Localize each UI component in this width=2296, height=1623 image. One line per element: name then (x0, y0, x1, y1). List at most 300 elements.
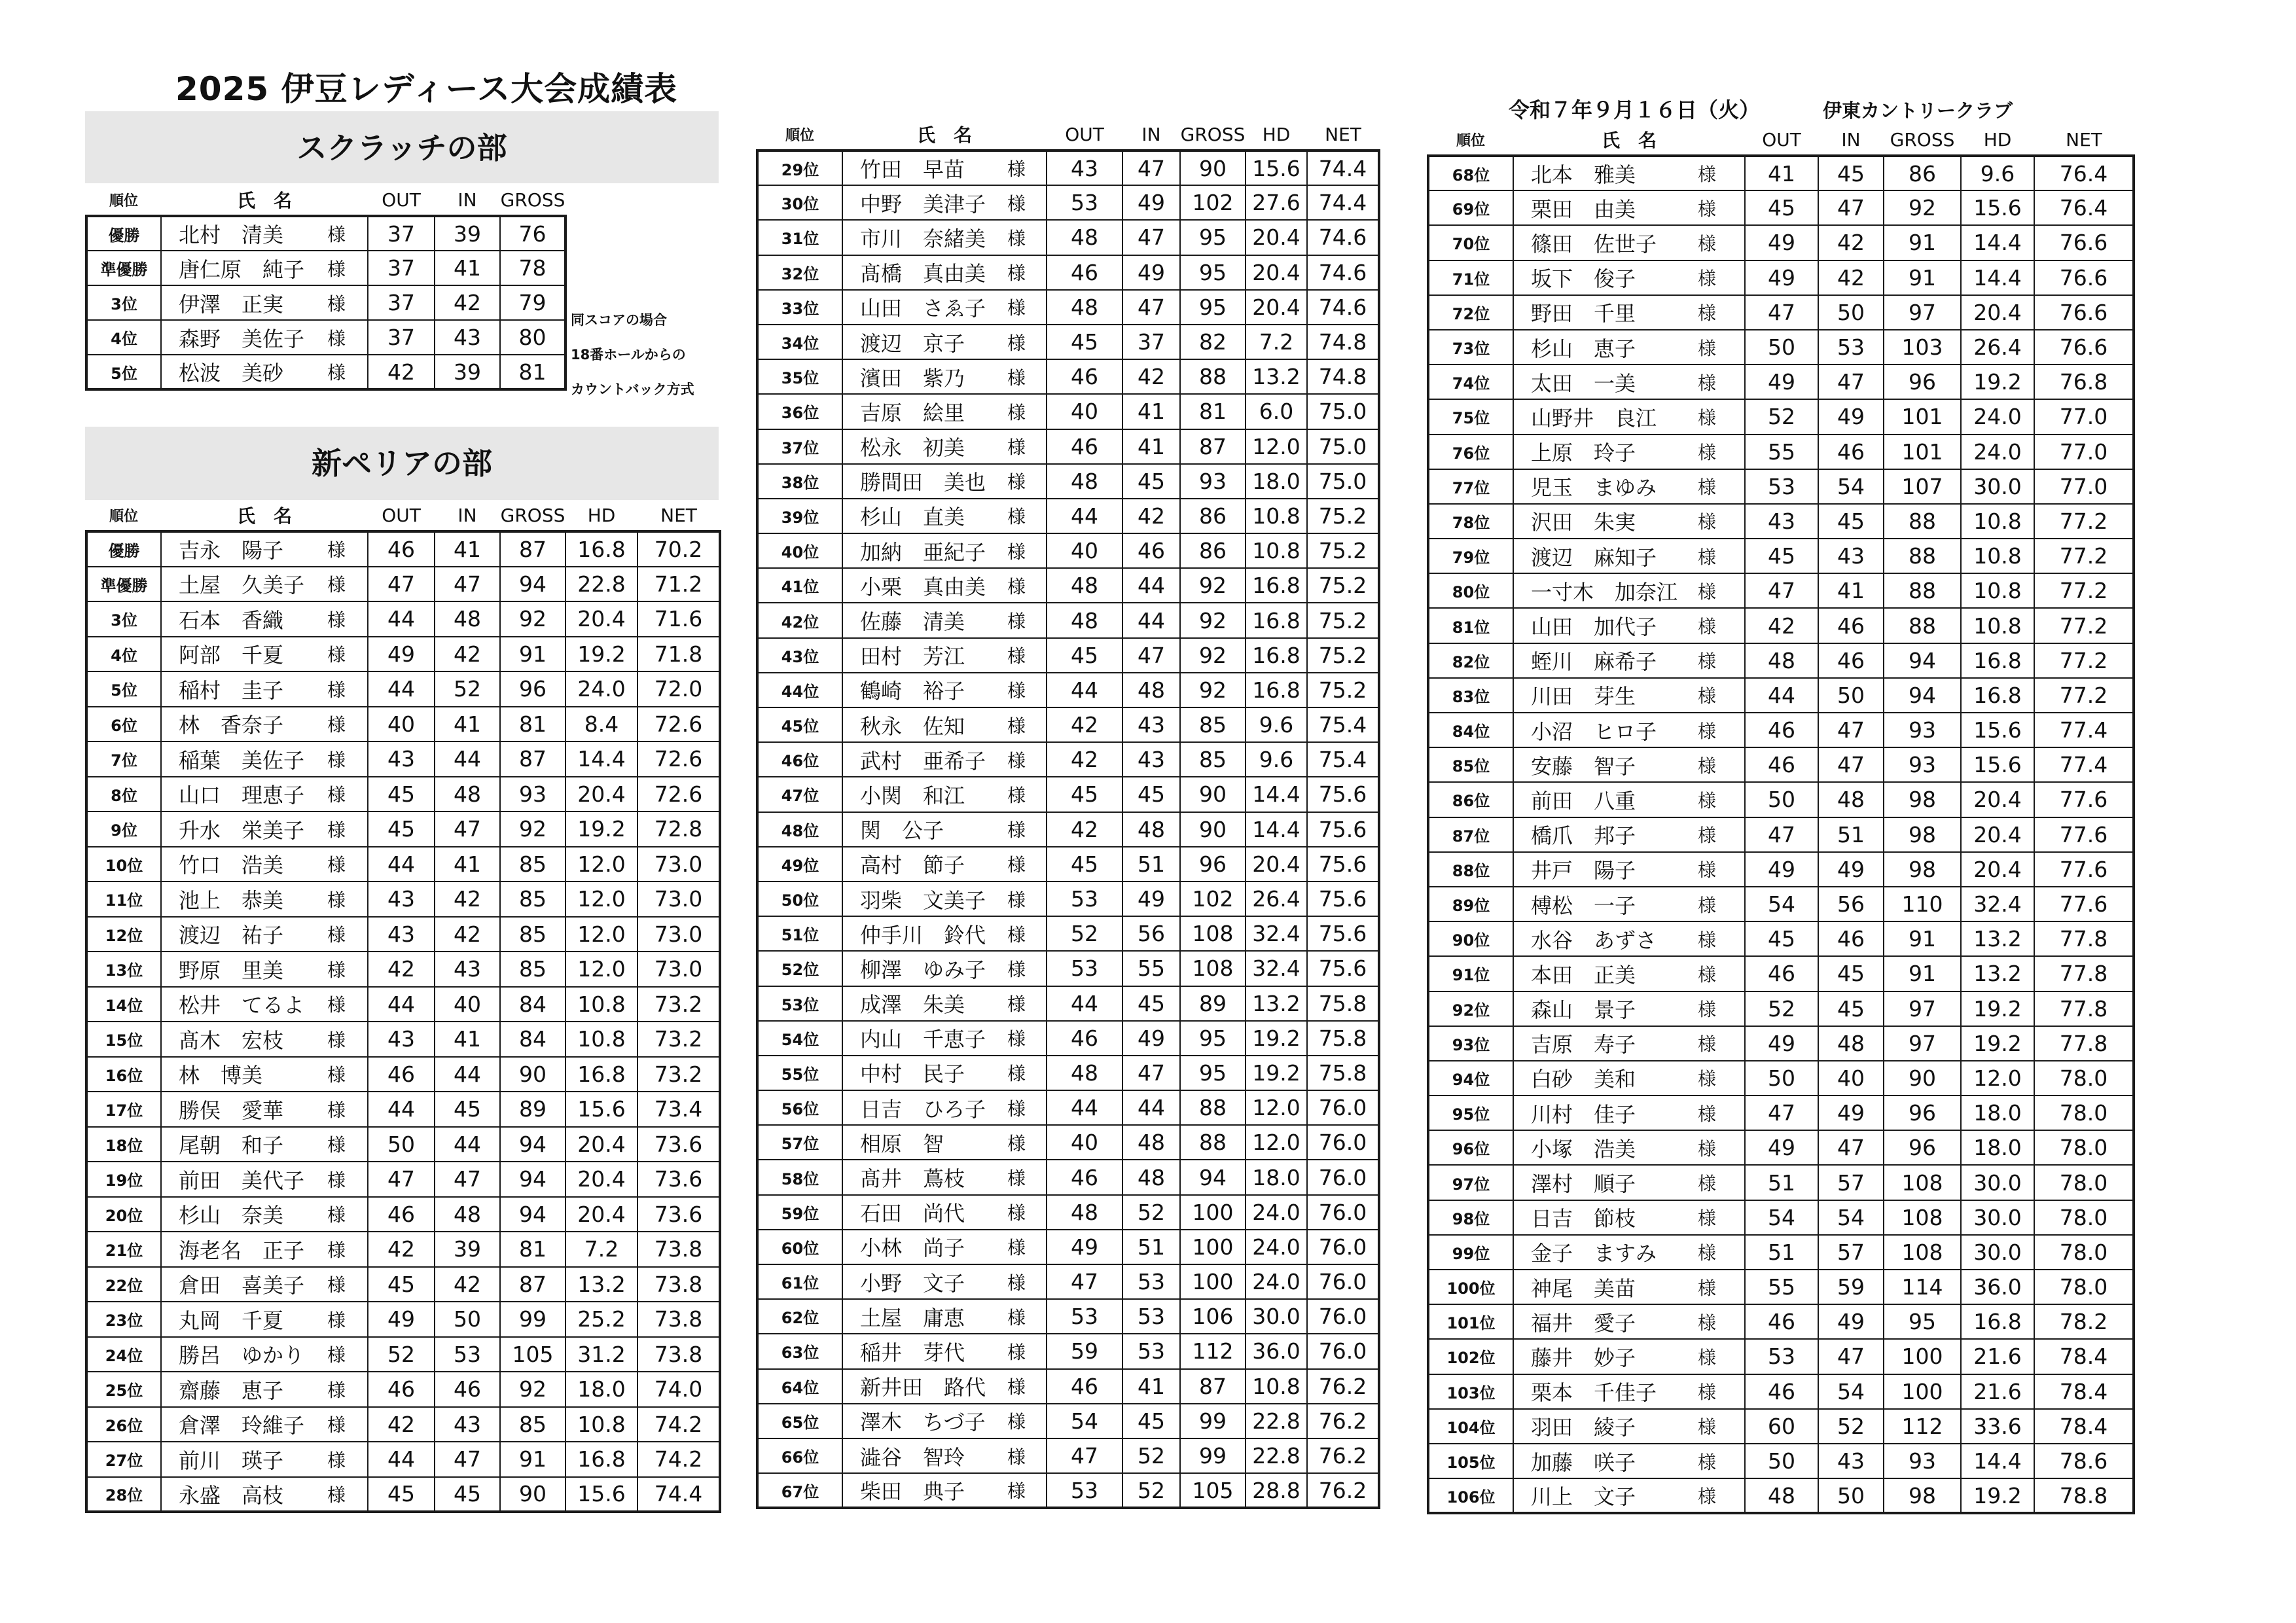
hd-cell: 10.8 (1246, 1369, 1307, 1404)
in-cell: 44 (435, 1127, 500, 1162)
name-cell: 山田 さゑ子 (842, 290, 1007, 325)
name-cell: 小栗 真由美 (842, 568, 1007, 603)
hd-cell: 20.4 (1961, 782, 2034, 817)
table-row (757, 1090, 1379, 1125)
name-cell: 秋永 佐知 (842, 707, 1007, 742)
gross-cell: 93 (1884, 1444, 1961, 1478)
table-row (1428, 643, 2134, 678)
out-cell: 49 (368, 637, 435, 672)
rank-cell: 8位 (86, 777, 161, 812)
honorific-cell: 様 (327, 1197, 368, 1232)
honorific-cell: 様 (1007, 1369, 1047, 1404)
table-row (86, 1022, 720, 1057)
rank-cell: 30位 (757, 185, 842, 220)
in-cell: 48 (435, 777, 500, 812)
table-row (86, 847, 720, 882)
honorific-cell: 様 (1007, 359, 1047, 394)
name-cell: 伊澤 正実 (161, 285, 327, 320)
honorific-cell: 様 (1698, 399, 1745, 434)
table-row (86, 567, 720, 602)
in-cell: 44 (435, 1057, 500, 1092)
hd-cell: 12.0 (1246, 1125, 1307, 1160)
rank-cell: 43位 (757, 638, 842, 673)
net-cell: 78.0 (2034, 1130, 2134, 1165)
hd-cell: 15.6 (565, 1477, 637, 1512)
rank-cell: 68位 (1428, 156, 1513, 190)
hd-cell: 13.2 (1961, 956, 2034, 991)
gross-cell: 105 (1180, 1473, 1246, 1508)
net-cell: 73.8 (637, 1267, 720, 1302)
net-cell: 75.6 (1307, 916, 1379, 951)
rank-cell: 24位 (86, 1337, 161, 1372)
gross-cell: 81 (1180, 394, 1246, 429)
net-cell: 75.6 (1307, 777, 1379, 812)
out-cell: 37 (368, 285, 435, 320)
in-cell: 51 (1122, 1230, 1180, 1264)
rank-cell: 84位 (1428, 713, 1513, 747)
table-row (86, 1372, 720, 1407)
out-cell: 48 (1047, 290, 1122, 325)
honorific-cell: 様 (1007, 151, 1047, 185)
gross-cell: 94 (500, 567, 565, 602)
gross-cell: 92 (500, 812, 565, 847)
table-header-row (757, 119, 1379, 151)
in-cell: 47 (1818, 1130, 1884, 1165)
in-cell: 42 (435, 882, 500, 917)
rank-cell: 70位 (1428, 225, 1513, 260)
honorific-cell: 様 (1698, 643, 1745, 678)
gross-cell: 97 (1884, 991, 1961, 1026)
gross-cell: 76 (500, 216, 565, 251)
gross-cell: 107 (1884, 469, 1961, 504)
name-cell: 勝間田 美也 (842, 464, 1007, 499)
in-cell: 42 (1122, 359, 1180, 394)
net-cell: 75.2 (1307, 533, 1379, 568)
name-cell: 杉山 奈美 (161, 1197, 327, 1232)
in-cell: 47 (435, 567, 500, 602)
out-cell: 47 (368, 567, 435, 602)
net-cell: 77.0 (2034, 435, 2134, 469)
net-cell: 74.6 (1307, 220, 1379, 255)
gross-cell: 86 (1180, 499, 1246, 533)
out-cell: 50 (368, 1127, 435, 1162)
honorific-cell: 様 (1007, 1438, 1047, 1473)
net-cell: 76.0 (1307, 1264, 1379, 1299)
net-cell: 77.4 (2034, 747, 2134, 782)
hd-cell: 30.0 (1246, 1299, 1307, 1334)
out-cell: 40 (1047, 1125, 1122, 1160)
name-cell: 佐藤 清美 (842, 603, 1007, 637)
rank-cell: 18位 (86, 1127, 161, 1162)
name-cell: 小沼 ヒロ子 (1513, 713, 1698, 747)
gross-cell: 93 (500, 777, 565, 812)
net-cell: 73.0 (637, 917, 720, 952)
gross-cell: 108 (1884, 1200, 1961, 1235)
honorific-cell: 様 (1698, 887, 1745, 921)
in-cell: 53 (1122, 1264, 1180, 1299)
honorific-cell: 様 (1698, 782, 1745, 817)
net-cell: 76.4 (2034, 190, 2134, 225)
rank-cell: 13位 (86, 952, 161, 987)
hd-cell: 16.8 (1246, 638, 1307, 673)
hd-cell: 31.2 (565, 1337, 637, 1372)
honorific-cell: 様 (1698, 225, 1745, 260)
net-cell: 73.2 (637, 1022, 720, 1057)
honorific-cell: 様 (327, 216, 368, 251)
out-cell: 37 (368, 216, 435, 251)
gross-cell: 86 (1180, 533, 1246, 568)
table-row (1428, 260, 2134, 295)
out-cell: 44 (368, 987, 435, 1022)
net-cell: 78.0 (2034, 1235, 2134, 1270)
rank-cell: 102位 (1428, 1339, 1513, 1374)
rank-cell: 100位 (1428, 1270, 1513, 1304)
table-row (1428, 852, 2134, 887)
in-cell: 43 (435, 320, 500, 355)
table-row (1428, 1235, 2134, 1270)
gross-cell: 100 (1180, 1195, 1246, 1230)
in-cell: 50 (435, 1302, 500, 1337)
honorific-cell: 様 (327, 1162, 368, 1197)
table-row (1428, 365, 2134, 399)
net-cell: 76.2 (1307, 1473, 1379, 1508)
in-cell: 41 (435, 251, 500, 285)
gross-cell: 87 (1180, 429, 1246, 464)
hd-cell: 14.4 (1246, 812, 1307, 847)
out-cell: 53 (1047, 1299, 1122, 1334)
in-cell: 48 (1818, 1026, 1884, 1061)
name-cell: 石本 香織 (161, 601, 327, 637)
hd-cell: 26.4 (1246, 882, 1307, 916)
name-cell: 児玉 まゆみ (1513, 469, 1698, 504)
honorific-cell: 様 (1007, 986, 1047, 1021)
gross-cell: 90 (500, 1477, 565, 1512)
in-cell: 49 (1122, 185, 1180, 220)
in-cell: 40 (435, 987, 500, 1022)
net-cell: 74.0 (637, 1372, 720, 1407)
name-cell: 小野 文子 (842, 1264, 1007, 1299)
gross-cell: 90 (1180, 812, 1246, 847)
table-row (86, 355, 565, 389)
name-cell: 橋爪 邦子 (1513, 817, 1698, 852)
header-in: IN (1841, 128, 1861, 151)
rank-cell: 15位 (86, 1022, 161, 1057)
table-row (1428, 817, 2134, 852)
name-cell: 田村 芳江 (842, 638, 1007, 673)
out-cell: 47 (368, 1162, 435, 1197)
table-row (1428, 1096, 2134, 1130)
name-cell: 林 香奈子 (161, 707, 327, 742)
in-cell: 47 (1818, 190, 1884, 225)
table-row (86, 285, 565, 320)
hd-cell: 33.6 (1961, 1409, 2034, 1444)
header-out: OUT (382, 188, 421, 211)
name-cell: 森山 景子 (1513, 991, 1698, 1026)
gross-cell: 88 (1180, 1090, 1246, 1125)
net-cell: 73.6 (637, 1197, 720, 1232)
in-cell: 42 (435, 637, 500, 672)
net-cell: 77.6 (2034, 817, 2134, 852)
rank-cell: 準優勝 (86, 567, 161, 602)
table-row (1428, 991, 2134, 1026)
rank-cell: 94位 (1428, 1061, 1513, 1096)
table-row (1428, 782, 2134, 817)
gross-cell: 95 (1884, 1304, 1961, 1339)
net-cell: 76.8 (2034, 365, 2134, 399)
net-cell: 74.2 (637, 1442, 720, 1477)
gross-cell: 99 (1180, 1438, 1246, 1473)
out-cell: 46 (1047, 255, 1122, 290)
hd-cell: 13.2 (1246, 986, 1307, 1021)
rank-cell: 61位 (757, 1264, 842, 1299)
out-cell: 45 (1745, 539, 1818, 573)
in-cell: 47 (1122, 1056, 1180, 1090)
table-row (757, 151, 1379, 185)
in-cell: 49 (1818, 399, 1884, 434)
honorific-cell: 様 (1007, 499, 1047, 533)
honorific-cell: 様 (1007, 429, 1047, 464)
rank-cell: 74位 (1428, 365, 1513, 399)
in-cell: 53 (1122, 1299, 1180, 1334)
honorific-cell: 様 (1698, 156, 1745, 190)
rank-cell: 9位 (86, 812, 161, 847)
net-cell: 71.6 (637, 601, 720, 637)
gross-cell: 88 (1180, 1125, 1246, 1160)
out-cell: 48 (1047, 1195, 1122, 1230)
name-cell: 前田 八重 (1513, 782, 1698, 817)
net-cell: 76.0 (1307, 1299, 1379, 1334)
table-row (86, 251, 565, 285)
in-cell: 54 (1818, 1374, 1884, 1409)
out-cell: 50 (1745, 1061, 1818, 1096)
out-cell: 42 (368, 1232, 435, 1267)
table-row (86, 917, 720, 952)
out-cell: 45 (1745, 190, 1818, 225)
table-header-row (1428, 124, 2134, 156)
rank-cell: 4位 (86, 637, 161, 672)
name-cell: 山口 理恵子 (161, 777, 327, 812)
honorific-cell: 様 (1698, 1200, 1745, 1235)
honorific-cell: 様 (327, 355, 368, 389)
gross-cell: 93 (1180, 464, 1246, 499)
gross-cell: 84 (500, 987, 565, 1022)
out-cell: 45 (368, 777, 435, 812)
name-cell: 阿部 千夏 (161, 637, 327, 672)
rank-cell: 54位 (757, 1021, 842, 1056)
hd-cell: 14.4 (1246, 777, 1307, 812)
gross-cell: 94 (500, 1127, 565, 1162)
table-row (1428, 435, 2134, 469)
in-cell: 53 (1818, 330, 1884, 365)
rank-cell: 105位 (1428, 1444, 1513, 1478)
hd-cell: 20.4 (565, 1197, 637, 1232)
honorific-cell: 様 (1007, 1160, 1047, 1194)
hd-cell: 15.6 (1961, 713, 2034, 747)
out-cell: 45 (1047, 325, 1122, 359)
table-row (86, 1162, 720, 1197)
net-cell: 75.8 (1307, 986, 1379, 1021)
name-cell: 森野 美佐子 (161, 320, 327, 355)
net-cell: 74.8 (1307, 325, 1379, 359)
gross-cell: 94 (500, 1162, 565, 1197)
rank-cell: 93位 (1428, 1026, 1513, 1061)
hd-cell: 30.0 (1961, 1165, 2034, 1200)
table-row (86, 531, 720, 567)
honorific-cell: 様 (1007, 1473, 1047, 1508)
hd-cell: 9.6 (1961, 156, 2034, 190)
rank-cell: 62位 (757, 1299, 842, 1334)
honorific-cell: 様 (327, 1267, 368, 1302)
rank-cell: 3位 (86, 601, 161, 637)
name-cell: 澤村 順子 (1513, 1165, 1698, 1200)
net-cell: 77.0 (2034, 399, 2134, 434)
rank-cell: 37位 (757, 429, 842, 464)
rank-cell: 98位 (1428, 1200, 1513, 1235)
in-cell: 41 (1122, 394, 1180, 429)
gross-cell: 96 (500, 671, 565, 707)
net-cell: 78.0 (2034, 1096, 2134, 1130)
gross-cell: 96 (1884, 365, 1961, 399)
out-cell: 53 (1047, 882, 1122, 916)
header-hd: HD (1983, 128, 2012, 151)
gross-cell: 100 (1180, 1230, 1246, 1264)
name-cell: 栗本 千佳子 (1513, 1374, 1698, 1409)
hd-cell: 30.0 (1961, 469, 2034, 504)
gross-cell: 85 (500, 1407, 565, 1442)
gross-cell: 91 (500, 637, 565, 672)
net-cell: 73.4 (637, 1092, 720, 1127)
table-row (86, 882, 720, 917)
header-hd: HD (1262, 123, 1291, 145)
rank-cell: 3位 (86, 285, 161, 320)
table-row (757, 1438, 1379, 1473)
honorific-cell: 様 (1698, 504, 1745, 539)
hd-cell: 21.6 (1961, 1339, 2034, 1374)
gross-cell: 98 (1884, 782, 1961, 817)
table-row (1428, 678, 2134, 713)
rank-cell: 47位 (757, 777, 842, 812)
gross-cell: 103 (1884, 330, 1961, 365)
hd-cell: 15.6 (1961, 190, 2034, 225)
table-row (757, 1125, 1379, 1160)
table-row (1428, 469, 2134, 504)
in-cell: 57 (1818, 1235, 1884, 1270)
gross-cell: 90 (1180, 777, 1246, 812)
gross-cell: 96 (1180, 847, 1246, 882)
out-cell: 46 (1047, 429, 1122, 464)
table-row (1428, 1304, 2134, 1339)
gross-cell: 112 (1180, 1334, 1246, 1368)
hd-cell: 10.8 (565, 987, 637, 1022)
honorific-cell: 様 (1698, 1374, 1745, 1409)
hd-cell: 30.0 (1961, 1200, 2034, 1235)
in-cell: 45 (435, 1092, 500, 1127)
name-cell: 太田 一美 (1513, 365, 1698, 399)
net-cell: 75.2 (1307, 603, 1379, 637)
header-hd: HD (587, 504, 616, 526)
in-cell: 54 (1818, 1200, 1884, 1235)
in-cell: 47 (435, 812, 500, 847)
out-cell: 45 (1047, 638, 1122, 673)
net-cell: 77.6 (2034, 887, 2134, 921)
net-cell: 75.2 (1307, 499, 1379, 533)
rank-cell: 66位 (757, 1438, 842, 1473)
gross-cell: 114 (1884, 1270, 1961, 1304)
gross-cell: 101 (1884, 399, 1961, 434)
in-cell: 49 (1818, 1096, 1884, 1130)
out-cell: 42 (368, 952, 435, 987)
gross-cell: 85 (500, 847, 565, 882)
in-cell: 54 (1818, 469, 1884, 504)
in-cell: 56 (1122, 916, 1180, 951)
gross-cell: 112 (1884, 1409, 1961, 1444)
in-cell: 49 (1818, 852, 1884, 887)
hd-cell: 21.6 (1961, 1374, 2034, 1409)
gross-cell: 92 (1884, 190, 1961, 225)
gross-cell: 98 (1884, 817, 1961, 852)
in-cell: 43 (1818, 1444, 1884, 1478)
gross-cell: 88 (1884, 573, 1961, 608)
honorific-cell: 様 (1007, 1021, 1047, 1056)
name-cell: 川上 文子 (1513, 1478, 1698, 1513)
net-cell: 75.6 (1307, 812, 1379, 847)
table-row (1428, 1444, 2134, 1478)
table-row (1428, 1374, 2134, 1409)
name-cell: 髙橋 真由美 (842, 255, 1007, 290)
gross-cell: 100 (1884, 1339, 1961, 1374)
name-cell: 武村 亜希子 (842, 742, 1007, 777)
name-cell: 篠田 佐世子 (1513, 225, 1698, 260)
in-cell: 49 (1818, 1304, 1884, 1339)
peria-section-heading: 新ペリアの部 (85, 427, 719, 500)
header-gross: GROSS (500, 504, 565, 526)
rank-cell: 51位 (757, 916, 842, 951)
name-cell: 丸岡 千夏 (161, 1302, 327, 1337)
in-cell: 49 (1122, 1021, 1180, 1056)
net-cell: 75.0 (1307, 464, 1379, 499)
name-cell: 渡辺 麻知子 (1513, 539, 1698, 573)
name-cell: 羽柴 文美子 (842, 882, 1007, 916)
honorific-cell: 様 (1007, 290, 1047, 325)
rank-cell: 34位 (757, 325, 842, 359)
hd-cell: 16.8 (1246, 568, 1307, 603)
gross-cell: 108 (1180, 916, 1246, 951)
out-cell: 52 (1047, 916, 1122, 951)
honorific-cell: 様 (1007, 255, 1047, 290)
hd-cell: 25.2 (565, 1302, 637, 1337)
hd-cell: 13.2 (1246, 359, 1307, 394)
hd-cell: 22.8 (565, 567, 637, 602)
gross-cell: 96 (1884, 1096, 1961, 1130)
honorific-cell: 様 (1698, 365, 1745, 399)
in-cell: 43 (1122, 707, 1180, 742)
hd-cell: 7.2 (565, 1232, 637, 1267)
table-row (757, 1299, 1379, 1334)
table-row (757, 1056, 1379, 1090)
in-cell: 50 (1818, 1478, 1884, 1513)
in-cell: 43 (435, 1407, 500, 1442)
honorific-cell: 様 (1007, 394, 1047, 429)
in-cell: 42 (435, 917, 500, 952)
rank-cell: 95位 (1428, 1096, 1513, 1130)
name-cell: 一寸木 加奈江 (1513, 573, 1698, 608)
honorific-cell: 様 (1007, 220, 1047, 255)
net-cell: 77.2 (2034, 504, 2134, 539)
scratch-results-table (85, 185, 567, 391)
gross-cell: 91 (500, 1442, 565, 1477)
net-cell: 77.8 (2034, 1026, 2134, 1061)
in-cell: 53 (435, 1337, 500, 1372)
